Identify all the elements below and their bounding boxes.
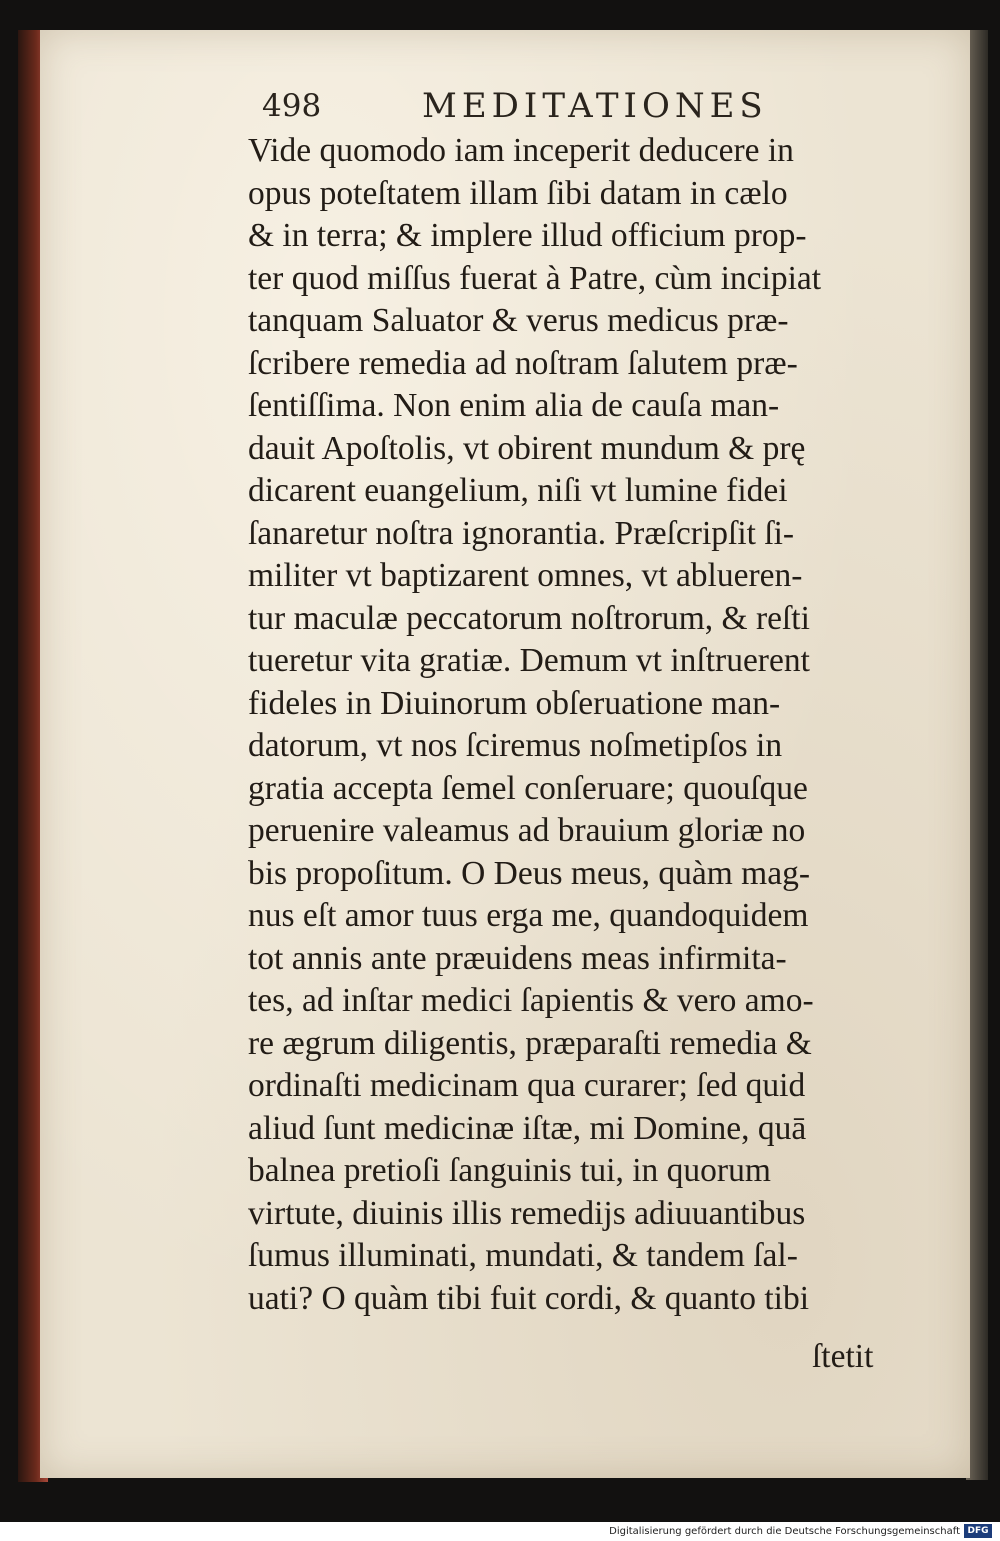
running-head: [262, 84, 822, 128]
text-line: tanquam Saluator & verus medicus præ-: [248, 302, 789, 339]
text-line: virtute, diuinis illis remedijs adiuuantibus: [248, 1194, 806, 1232]
text-line: ſanaretur noſtra ignorantia. Præſcripſit ſi-: [248, 514, 795, 552]
text-line: opus poteſtatem illam ſibi datam in cælo: [248, 174, 788, 212]
text-line: tur maculæ peccatorum noſtrorum, & reſti: [248, 599, 810, 637]
text-line: Vide quomodo iam inceperit deducere in: [248, 132, 794, 169]
text-line: tueretur vita gratiæ. Demum vt inſtruerent: [248, 642, 810, 679]
footer-bar: [0, 1522, 1000, 1541]
body-text: [248, 130, 928, 1320]
page-number: 498: [262, 88, 322, 124]
text-line: ſentiſſima. Non enim alia de cauſa man-: [248, 387, 780, 424]
running-title: MEDITATIONES: [422, 86, 768, 126]
text-line: tot annis ante præuidens meas infirmita-: [248, 939, 787, 977]
text-line: gratia accepta ſemel conſeruare; quouſque: [248, 769, 808, 807]
text-line: aliud ſunt medicinæ iſtæ, mi Domine, quā: [248, 1109, 807, 1147]
text-line: militer vt baptizarent omnes, vt ablueren-: [248, 557, 803, 594]
text-line: nus eſt amor tuus erga me, quandoquidem: [248, 897, 809, 934]
text-line: & in terra; & implere illud officium prop-: [248, 217, 807, 254]
text-line: re ægrum diligentis, præparaſti remedia &: [248, 1024, 812, 1062]
text-line: ordinaſti medicinam qua curarer; ſed quid: [248, 1067, 806, 1104]
text-line: ter quod miſſus fuerat à Patre, cùm incipiat: [248, 259, 822, 297]
funding-credit: Digitalisierung gefördert durch die Deutsche Forschungsgemeinschaft: [609, 1526, 960, 1537]
text-line: ſumus illuminati, mundati, & tandem ſal-: [248, 1237, 798, 1274]
catchword: ſtetit: [812, 1338, 874, 1375]
dfg-logo: DFG: [964, 1524, 992, 1538]
text-line: dicarent euangelium, niſi vt lumine fidei: [248, 472, 788, 509]
text-line: uati? O quàm tibi fuit cordi, & quanto tibi: [248, 1279, 810, 1317]
text-line: peruenire valeamus ad brauium gloriæ no: [248, 812, 806, 849]
text-line: fideles in Diuinorum obſeruatione man-: [248, 684, 781, 722]
text-line: datorum, vt nos ſciremus noſmetipſos in: [248, 727, 783, 764]
text-line: tes, ad inſtar medici ſapientis & vero amo-: [248, 982, 814, 1019]
text-line: dauit Apoſtolis, vt obirent mundum & prę: [248, 429, 806, 467]
text-line: balnea pretioſi ſanguinis tui, in quorum: [248, 1152, 771, 1189]
text-line: ſcribere remedia ad noſtram ſalutem præ-: [248, 344, 798, 382]
text-line: bis propoſitum. O Deus meus, quàm mag-: [248, 854, 810, 892]
